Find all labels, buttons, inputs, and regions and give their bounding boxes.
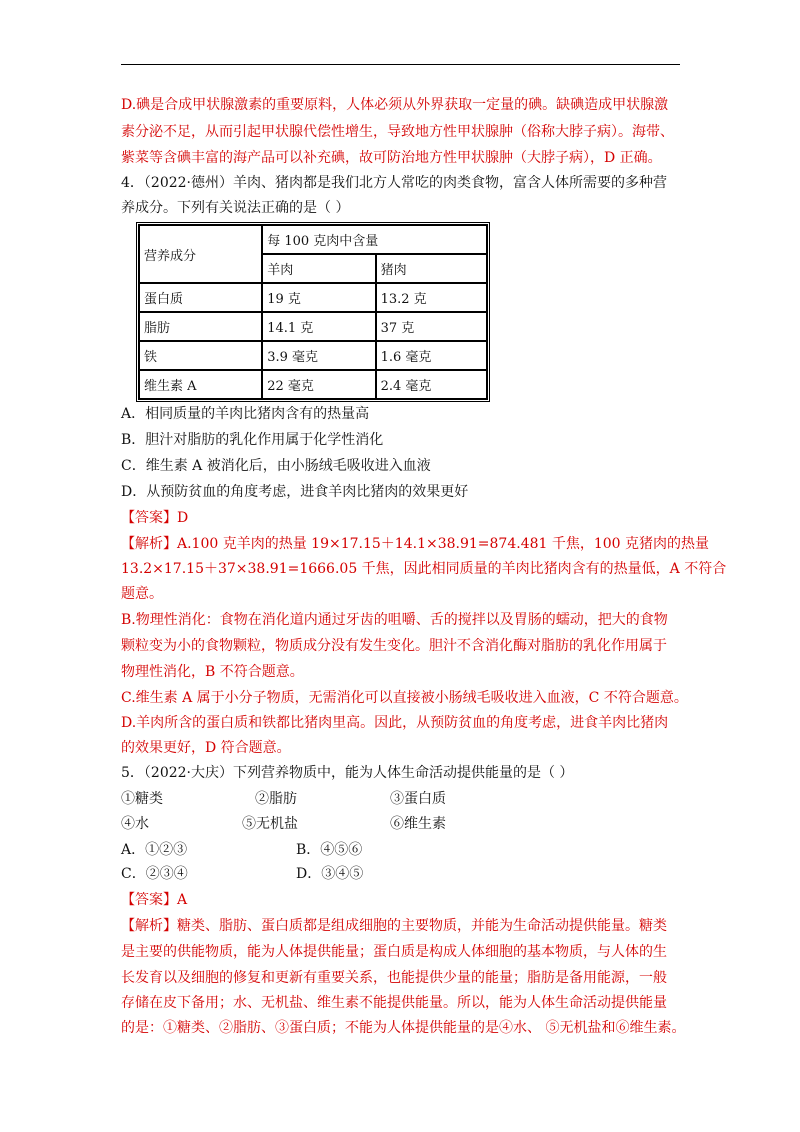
q4-option-b: B．胆汁对脂肪的乳化作用属于化学性消化 [121,432,384,448]
q5-analysis-line: 的是：①糖类、②脂肪、③蛋白质；不能为人体提供能量的是④水、 ⑤无机盐和⑥维生素。 [121,1020,686,1036]
q5-stem: 5．（2022·大庆）下列营养物质中，能为人体生命活动提供能量的是（ ） [121,765,574,781]
q4-answer: 【答案】D [121,510,189,526]
q4-analysis-line: 题意。 [121,586,163,602]
table-cell: 19 克 [262,283,375,312]
q4-option-c: C．维生素 A 被消化后，由小肠绒毛吸收进入血液 [121,458,431,474]
q4-stem-line: 养成分。下列有关说法正确的是（ ） [121,200,350,216]
q4-option-a: A．相同质量的羊肉比猪肉含有的热量高 [121,406,370,422]
q5-analysis-line: 长发育以及细胞的修复和更新有重要关系，也能提供少量的能量；脂肪是备用能源，一般 [121,970,667,986]
table-row [139,283,487,312]
table-cell: 22 毫克 [262,370,375,399]
table-row [139,370,487,399]
table-cell: 37 克 [376,312,487,341]
table-cell: 1.6 毫克 [376,341,487,370]
q4-analysis-line: 【解析】A.100 克羊肉的热量 19×17.15＋14.1×38.91=874.481 千焦，100 克猪肉的热量 [121,536,710,552]
table-cell: 3.9 毫克 [262,341,375,370]
q5-item: ④水 [121,816,149,832]
table-cell: 蛋白质 [139,283,262,312]
q5-option-d: D．③④⑤ [296,866,364,882]
q5-item: ③蛋白质 [390,791,446,807]
table-cell: 维生素 A [139,370,262,399]
table-header-group: 每 100 克肉中含量 [262,225,487,254]
q4-analysis-line: 颗粒变为小的食物颗粒，物质成分没有发生变化。胆汁不含消化酶对脂肪的乳化作用属于 [121,638,667,654]
q5-analysis-line: 存储在皮下备用；水、无机盐、维生素不能提供能量。所以，能为人体生命活动提供能量 [121,995,667,1011]
q4-analysis-line: C.维生素 A 属于小分子物质，无需消化可以直接被小肠绒毛吸收进入血液，C 不符合题意。 [121,690,688,706]
q5-item: ①糖类 [121,791,163,807]
table-cell: 脂肪 [139,312,262,341]
table-header-pork: 猪肉 [376,254,487,283]
q5-item: ②脂肪 [255,791,297,807]
table-cell: 2.4 毫克 [376,370,487,399]
q4-option-d: D．从预防贫血的角度考虑，进食羊肉比猪肉的效果更好 [121,484,469,500]
table-cell: 14.1 克 [262,312,375,341]
header-rule [121,64,680,65]
q4-analysis-line: 13.2×17.15＋37×38.91=1666.05 千焦，因此相同质量的羊肉比猪肉含有的热量低，A 不符合 [121,561,727,577]
table-header-lamb: 羊肉 [262,254,375,283]
table-cell: 铁 [139,341,262,370]
q5-option-a: A．①②③ [121,842,188,858]
q5-item: ⑤无机盐 [242,816,298,832]
table-header-nutrient: 营养成分 [139,225,262,283]
table-row [139,341,487,370]
q5-option-c: C．②③④ [121,866,188,882]
table-cell: 13.2 克 [376,283,487,312]
q5-analysis-line: 【解析】糖类、脂肪、蛋白质都是组成细胞的主要物质，并能为生命活动提供能量。糖类 [121,918,667,934]
nutrition-table [136,222,490,402]
prev-analysis-line: 素分泌不足，从而引起甲状腺代偿性增生，导致地方性甲状腺肿（俗称大脖子病）。海带、 [121,124,674,140]
q4-analysis-line: D.羊肉所含的蛋白质和铁都比猪肉里高。因此，从预防贫血的角度考虑，进食羊肉比猪肉 [121,715,669,731]
q5-answer: 【答案】A [121,892,188,908]
table-row [139,312,487,341]
prev-analysis-line: D.碘是合成甲状腺激素的重要原料，人体必须从外界获取一定量的碘。缺碘造成甲状腺激 [121,97,669,113]
q5-analysis-line: 是主要的供能物质，能为人体提供能量；蛋白质是构成人体细胞的基本物质，与人体的生 [121,944,667,960]
q4-stem-line: 4．（2022·德州）羊肉、猪肉都是我们北方人常吃的肉类食物，富含人体所需要的多种营 [121,175,667,191]
q4-analysis-line: 物理性消化，B 不符合题意。 [121,664,304,680]
q4-analysis-line: B.物理性消化：食物在消化道内通过牙齿的咀嚼、舌的搅拌以及胃肠的蠕动，把大的食物 [121,612,668,628]
q4-analysis-line: 的效果更好，D 符合题意。 [121,740,291,756]
q5-option-b: B．④⑤⑥ [296,842,363,858]
prev-analysis-line: 紫菜等含碘丰富的海产品可以补充碘，故可防治地方性甲状腺肿（大脖子病），D 正确。 [121,150,662,166]
q5-item: ⑥维生素 [390,816,446,832]
